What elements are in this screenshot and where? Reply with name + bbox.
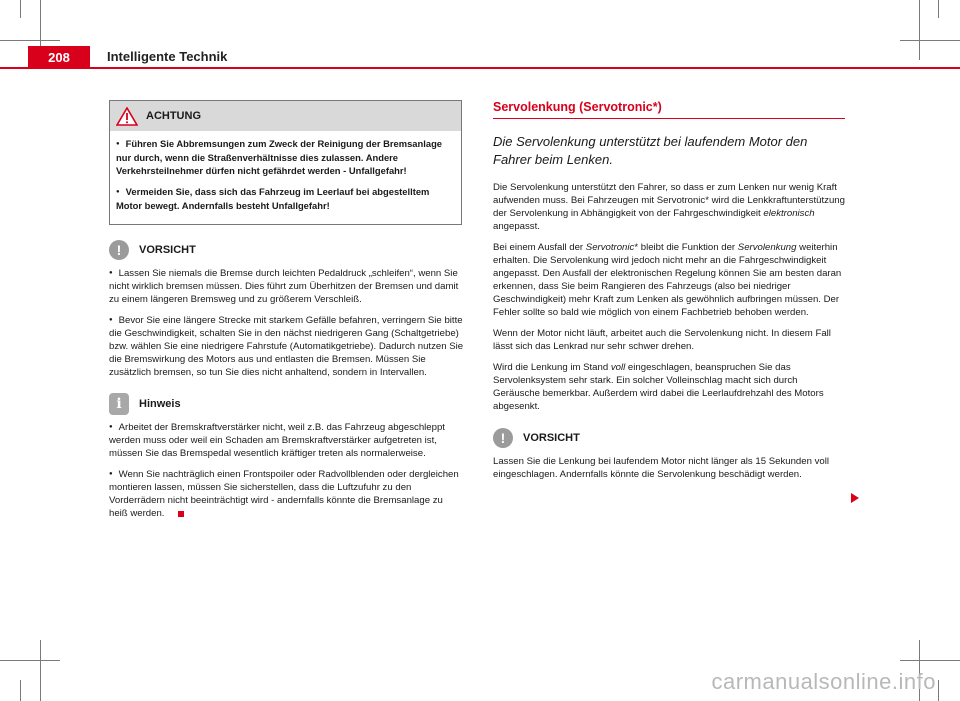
p1-text-end: angepasst. [493, 221, 540, 232]
vorsicht-title: VORSICHT [139, 244, 196, 257]
achtung-bullet: ● Führen Sie Abbremsungen zum Zweck der Reinigung der Bremsanlage nur durch, wenn die Straßenverhältnisse dies zulassen. Andere Verkehrsteilnehmer dürfen nicht gefährdet werden - Unfallgefahr! [116, 137, 455, 177]
paragraph-1 [493, 181, 845, 233]
p2-text-mid: * bleibt die Funktion der [634, 242, 738, 253]
achtung-header [110, 101, 461, 131]
paragraph-2 [493, 241, 845, 319]
p1-emphasis: elektronisch [763, 208, 815, 219]
crop-mark [40, 640, 41, 701]
right-vorsicht-header [493, 427, 845, 449]
crop-mark [919, 0, 920, 60]
crop-mark [0, 660, 60, 661]
end-of-section-icon [178, 511, 184, 517]
hinweis-title: Hinweis [139, 398, 181, 411]
paragraph-3: Wenn der Motor nicht läuft, arbeitet auch die Servolenkung nicht. In diesem Fall lässt sich das Lenkrad nur sehr schwer drehen. [493, 328, 831, 352]
page-number: 208 [28, 46, 90, 69]
p4-text-end: eingeschlagen, beanspruchen Sie das Servolenksystem sehr stark. Ein solcher Volleinschlag macht sich durch Geräusche bemerkbar. Außerdem wird dabei die Leerlaufdrehzahl des Motors abgesenkt. [493, 362, 824, 412]
right-vorsicht-text: Lassen Sie die Lenkung bei laufendem Motor nicht länger als 15 Sekunden voll eingeschlagen. Andernfalls könnte die Servolenkung beschädigt werden. [493, 456, 830, 480]
achtung-title: ACHTUNG [146, 110, 201, 122]
info-icon: i [109, 393, 129, 415]
p2-emphasis-1: Servotronic [585, 242, 635, 253]
hinweis-bullet-last [109, 468, 464, 520]
crop-mark [20, 0, 21, 18]
warning-triangle-icon [116, 107, 138, 126]
vorsicht-bullet: ● Bevor Sie eine längere Strecke mit starkem Gefälle befahren, verringern Sie bitte die Geschwindigkeit, schalten Sie in den nächst niedrigeren Gang (Schaltgetriebe) bzw. wählen Sie eine niedrigere Fahrstufe (Automatikgetriebe). Dadurch nutzen Sie die Bremswirkung des Motors aus und entlasten die Bremsen. Müssen Sie zusätzlich bremsen, so tun Sie dies nicht anhaltend, sondern in Intervallen. [109, 314, 464, 379]
section-title: Intelligente Technik [107, 49, 228, 64]
watermark: carmanualsonline.info [711, 669, 936, 694]
vorsicht-header [109, 239, 464, 261]
achtung-box [109, 100, 462, 225]
crop-mark [900, 660, 960, 661]
left-column [109, 100, 464, 528]
hinweis-bullet: ● Arbeitet der Bremskraftverstärker nicht, weil z.B. das Fahrzeug abgeschleppt werden muss oder weil ein Schaden am Bremskraftverstärker aufgetreten ist, müssen Sie das Bremspedal wesentlich kräftiger treten als normalerweise. [109, 421, 464, 460]
paragraph-4 [493, 361, 845, 413]
header-rule [0, 67, 960, 69]
hinweis-header [109, 393, 464, 415]
continue-arrow-icon [851, 493, 859, 503]
servolenkung-lead: Die Servolenkung unterstützt bei laufendem Motor den Fahrer beim Lenken. [493, 134, 808, 167]
crop-mark [0, 40, 60, 41]
crop-mark [938, 680, 939, 701]
right-vorsicht-title: VORSICHT [523, 432, 580, 444]
servolenkung-title: Servolenkung (Servotronic*) [493, 100, 845, 119]
hinweis-bullet: ● Wenn Sie nachträglich einen Frontspoiler oder Radvollblenden oder dergleichen montieren lassen, müssen Sie sicherstellen, dass die Luftzufuhr zu den Vorderrädern nicht beeinträchtigt wird - andernfalls könnte die Bremsanlage zu heiß werden. [109, 469, 459, 519]
achtung-bullet: ● Vermeiden Sie, dass sich das Fahrzeug im Leerlauf bei abgestelltem Motor bewegt. Andernfalls besteht Unfallgefahr! [116, 185, 455, 212]
p1-text: Die Servolenkung unterstützt den Fahrer, so dass er zum Lenken nur wenig Kraft aufwenden muss. Bei Fahrzeugen mit Servotronic* wird die Lenkkraftunterstützung der Servolenkung in Abhängigkeit von der Fahrgeschwindigkeit [493, 182, 845, 219]
achtung-body [110, 131, 461, 224]
crop-mark [938, 0, 939, 18]
right-column [493, 100, 845, 489]
p4-emphasis: voll [610, 362, 626, 373]
exclamation-icon: ! [109, 240, 129, 260]
vorsicht-bullet: ● Lassen Sie niemals die Bremse durch leichten Pedaldruck „schleifen“, wenn Sie nicht wirklich bremsen müssen. Dies führt zum Überhitzen der Bremsen und damit zu einem längeren Bremsweg und zu größerem Verschleiß. [109, 267, 464, 306]
p2-emphasis-2: Servolenkung [737, 242, 797, 253]
crop-mark [900, 40, 960, 41]
crop-mark [20, 680, 21, 701]
p2-text-end: weiterhin erhalten. Die Servolenkung wird jedoch nicht mehr an die Fahrgeschwindigkeit angepasst. Den Ausfall der elektronischen Regelung können Sie am besten daran erkennen, dass Sie beim Rangieren des Fahrzeugs (also bei niedriger Geschwindigkeit) mehr Kraft zum Lenken als gewöhnlich aufbringen müssen. Der Fehler sollte so bald wie möglich von einem Fachbetrieb behoben werden. [493, 242, 842, 318]
exclamation-icon: ! [493, 428, 513, 448]
p4-text: Wird die Lenkung im Stand [493, 362, 611, 373]
p2-text: Bei einem Ausfall der [493, 242, 586, 253]
